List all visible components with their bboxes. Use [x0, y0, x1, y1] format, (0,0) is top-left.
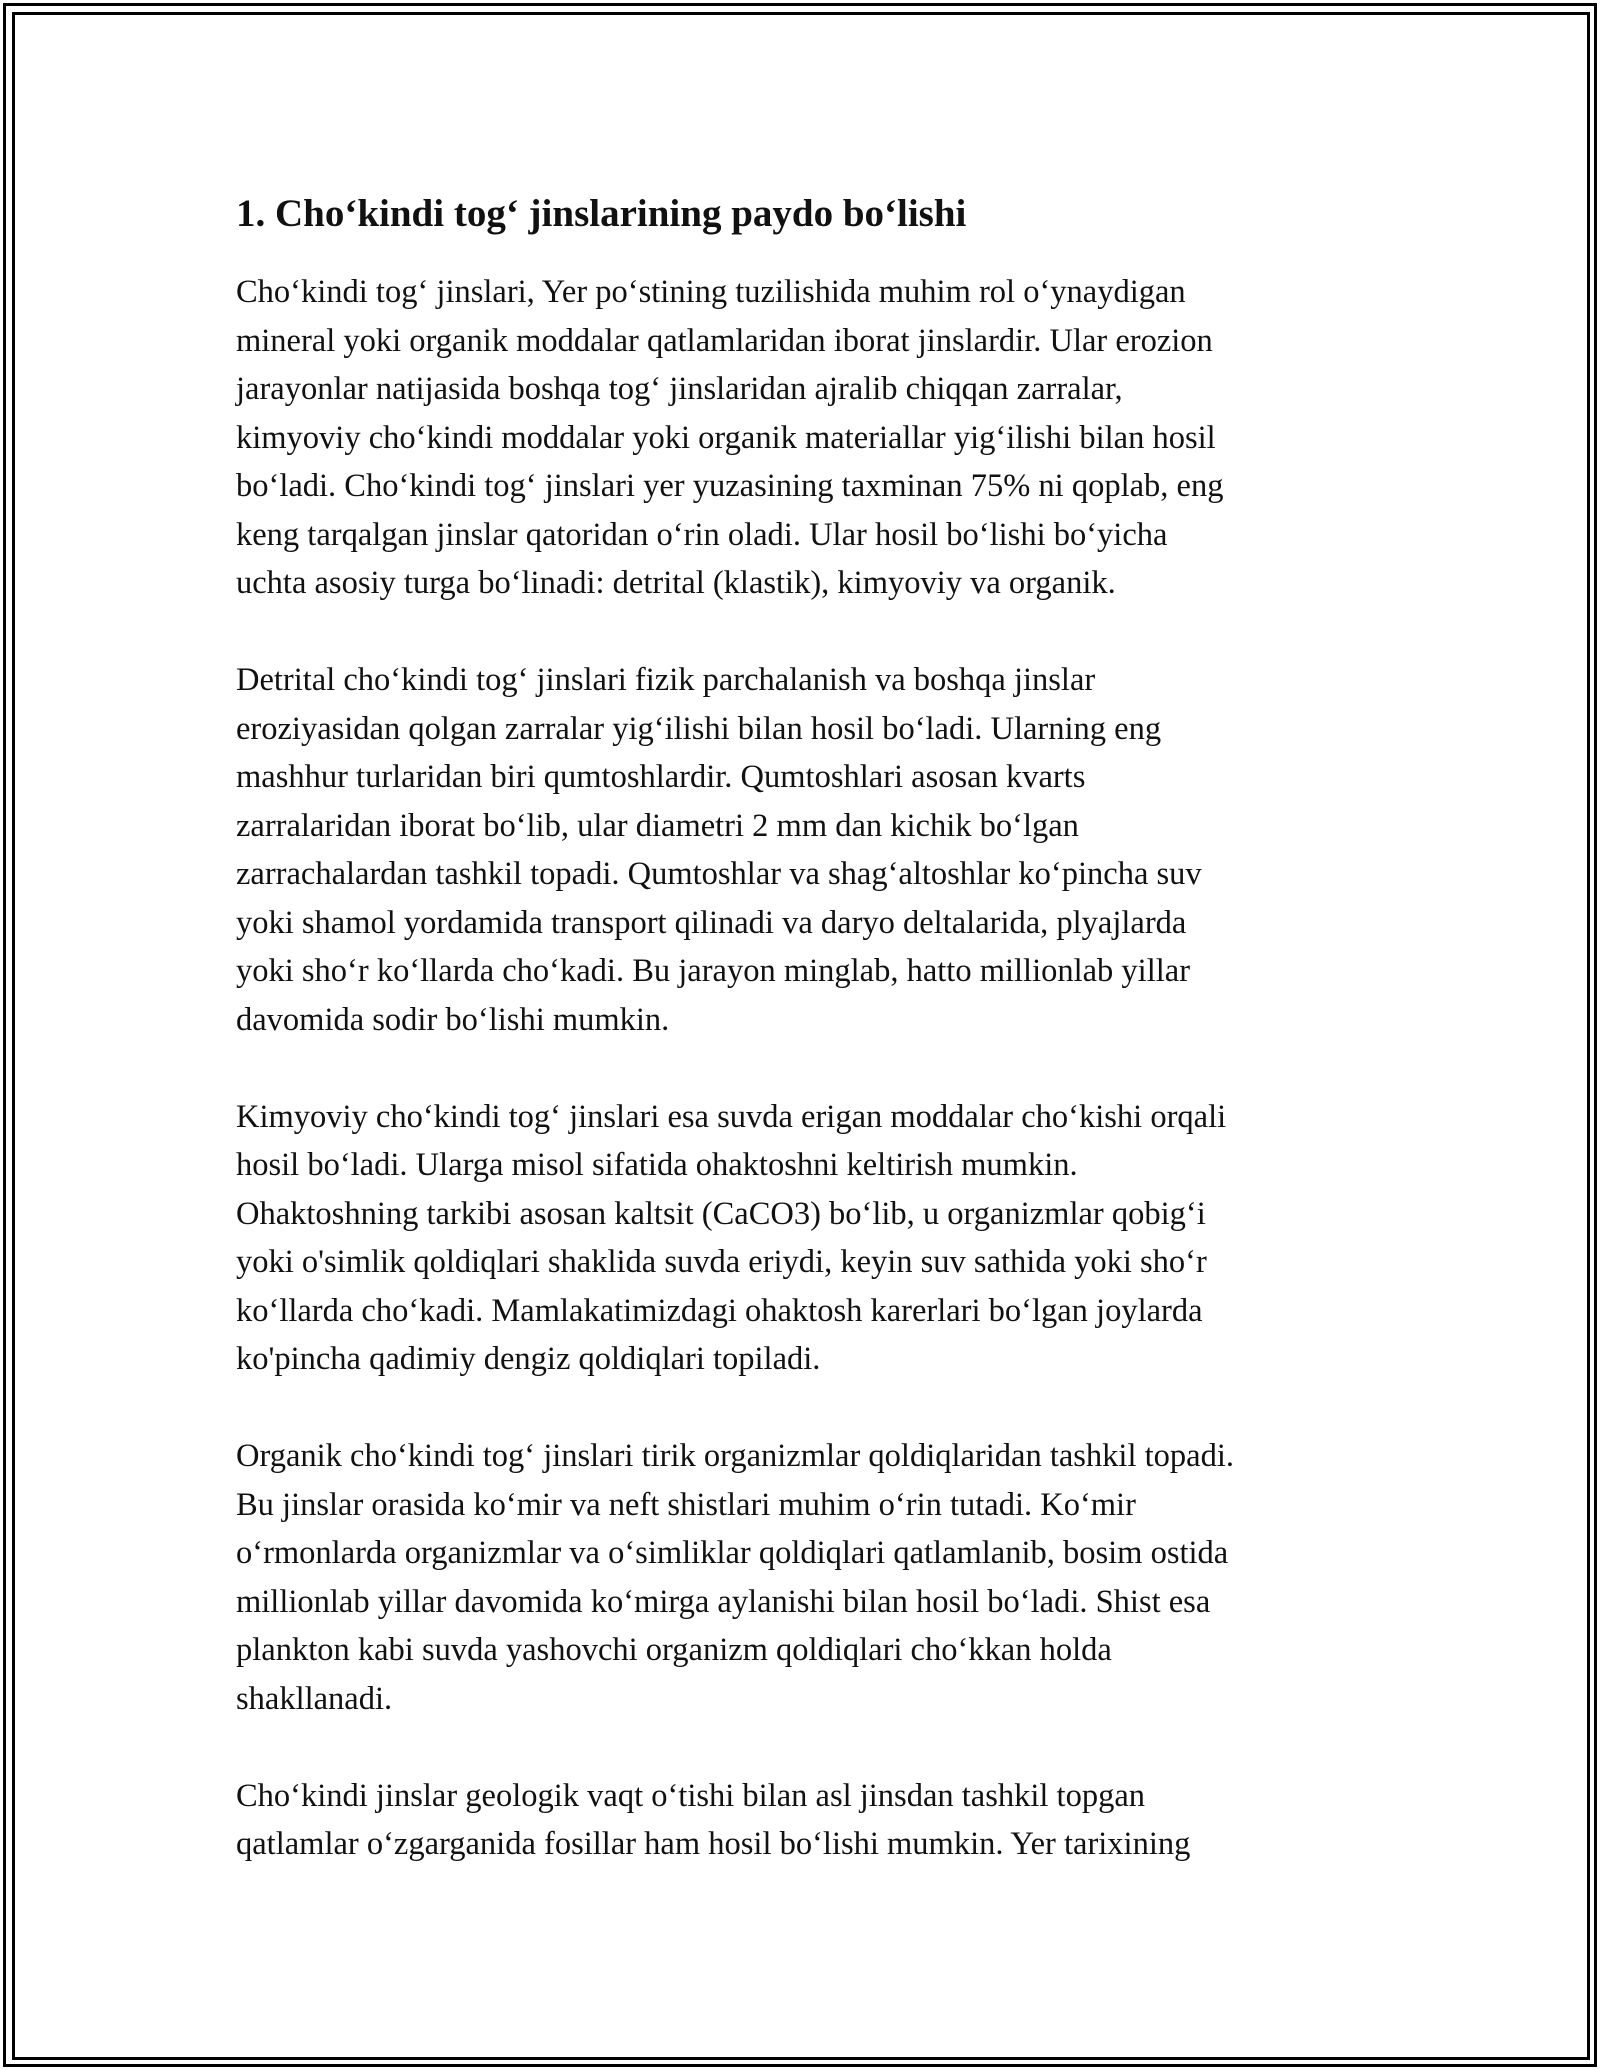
section-heading: 1. Cho‘kindi tog‘ jinslarining paydo bo‘lishi — [236, 192, 967, 235]
paragraph-intro: Cho‘kindi tog‘ jinslari, Yer po‘stining tuzilishida muhim rol o‘ynaydigan mineral yoki organik moddalar qatlamlaridan iborat jinslardir. Ular erozion jarayonlar natijasida boshqa tog‘ jinslaridan ajralib chiqqan zarralar, kimyoviy cho‘kindi moddalar yoki organik materiallar yig‘ilishi bilan hosil bo‘ladi. Cho‘kindi tog‘ jinslari yer yuzasining taxminan 75% ni qoplab, eng keng tarqalgan jinslar qatoridan o‘rin oladi. Ular hosil bo‘lishi bo‘yicha uchta asosiy turga bo‘linadi: detrital (klastik), kimyoviy va organik. — [236, 274, 1224, 601]
paragraph-fossils: Cho‘kindi jinslar geologik vaqt o‘tishi bilan asl jinsdan tashkil topgan qatlamlar o‘zgarganida fosillar ham hosil bo‘lishi mumkin. Yer tarixining — [236, 1777, 1191, 1862]
paragraph-chemical: Kimyoviy cho‘kindi tog‘ jinslari esa suvda erigan moddalar cho‘kishi orqali hosil bo‘ladi. Ularga misol sifatida ohaktoshni keltirish mumkin. Ohaktoshning tarkibi asosan kaltsit (CaCO3) bo‘lib, u organizmlar qobig‘i yoki o'simlik qoldiqlari shaklida suvda eriydi, keyin suv sathida yoki sho‘r ko‘llarda cho‘kadi. Mamlakatimizdagi ohaktosh karerlari bo‘lgan joylarda ko'pincha qadimiy dengiz qoldiqlari topiladi. — [236, 1098, 1227, 1377]
document-body — [236, 187, 1366, 1917]
paragraph-detrital: Detrital cho‘kindi tog‘ jinslari fizik parchalanish va boshqa jinslar eroziyasidan qolgan zarralar yig‘ilishi bilan hosil bo‘ladi. Ularning eng mashhur turlaridan biri qumtoshlardir. Qumtoshlari asosan kvarts zarralaridan iborat bo‘lib, ular diametri 2 mm dan kichik bo‘lgan zarrachalardan tashkil topadi. Qumtoshlar va shag‘altoshlar ko‘pincha suv yoki shamol yordamida transport qilinadi va daryo deltalarida, plyajlarda yoki sho‘r ko‘llarda cho‘kadi. Bu jarayon minglab, hatto millionlab yillar davomida sodir bo‘lishi mumkin. — [236, 662, 1202, 1038]
paragraph-organic: Organik cho‘kindi tog‘ jinslari tirik organizmlar qoldiqlaridan tashkil topadi. Bu jinslar orasida ko‘mir va neft shistlari muhim o‘rin tutadi. Ko‘mir o‘rmonlarda organizmlar va o‘simliklar qoldiqlari qatlamlanib, bosim ostida millionlab yillar davomida ko‘mirga aylanishi bilan hosil bo‘ladi. Shist esa plankton kabi suvda yashovchi organizm qoldiqlari cho‘kkan holda shakllanadi. — [236, 1438, 1234, 1717]
